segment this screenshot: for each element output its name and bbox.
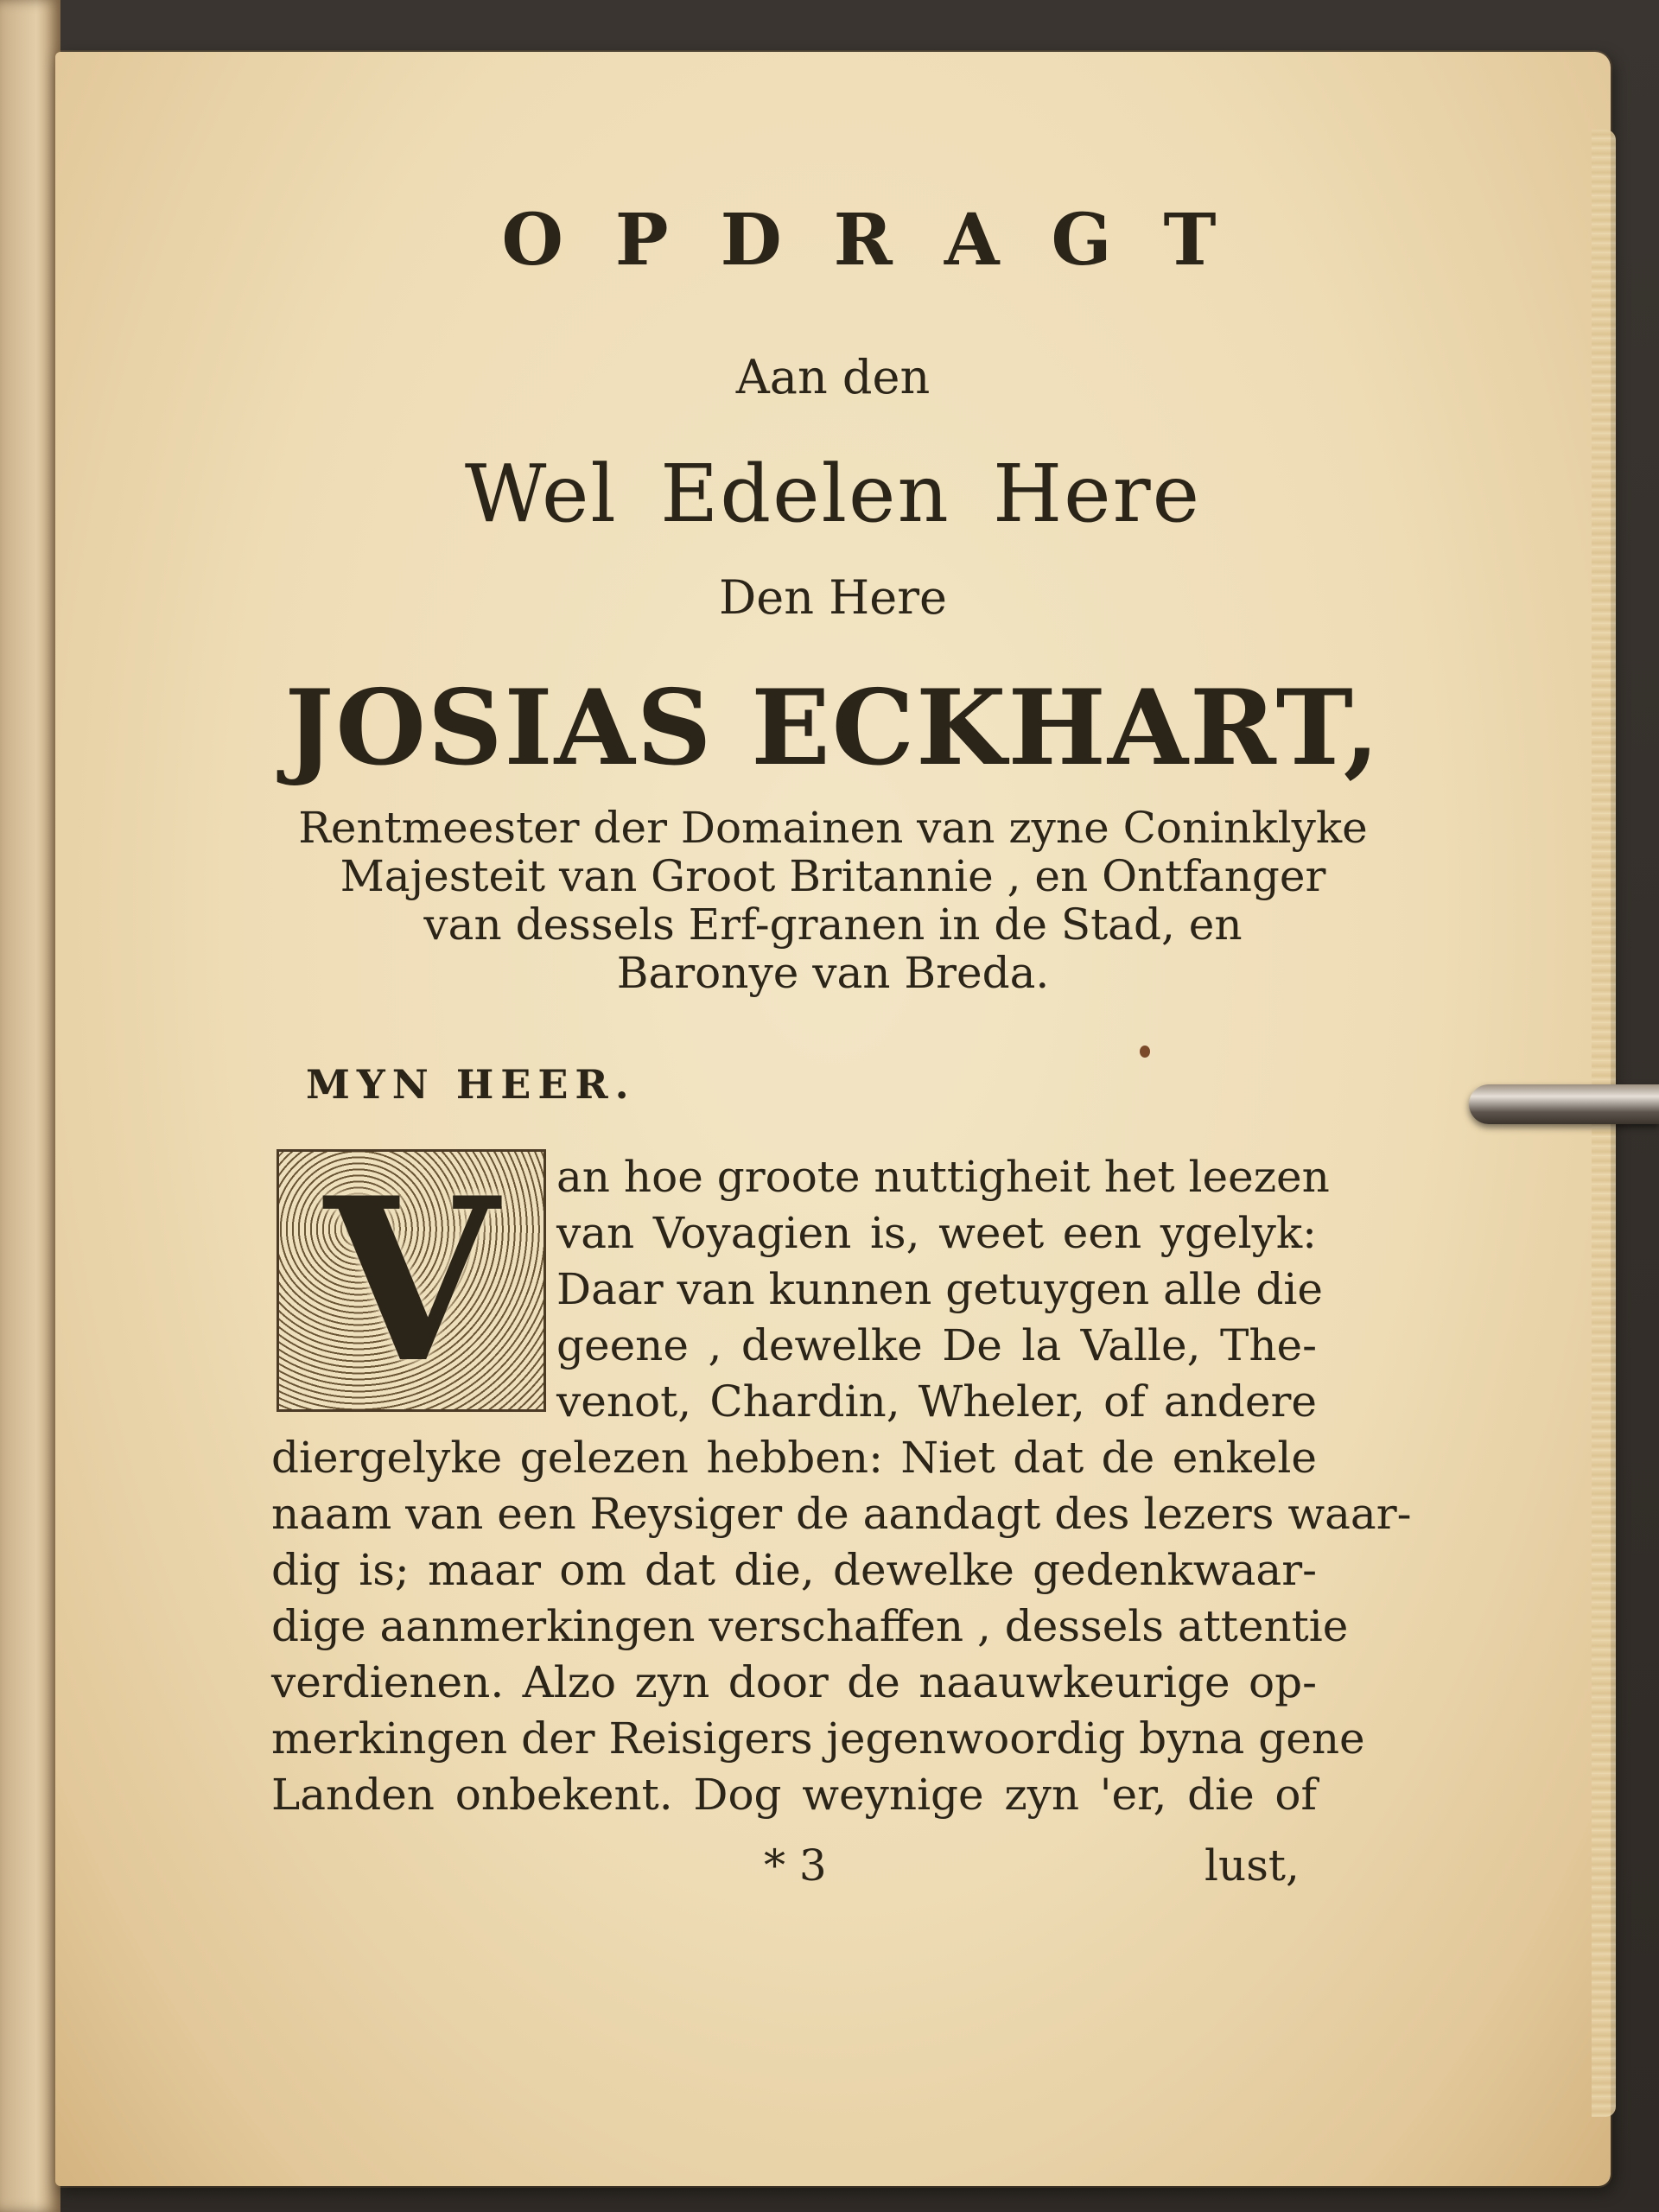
facing-page-edge (0, 0, 60, 2212)
body-line: venot, Chardin, Wheler, of andere (556, 1376, 1317, 1427)
body-line: dige aanmerkingen verschaffen , dessels attentie (271, 1601, 1349, 1651)
initial-letter: V (324, 1148, 499, 1413)
body-line: naam van een Reysiger de aandagt des lezers waar- (271, 1489, 1412, 1539)
body-line: Landen onbekent. Dog weynige zyn 'er, die of (271, 1770, 1317, 1820)
addressed-to: Aan den (735, 350, 931, 404)
ink-stain (1140, 1046, 1150, 1058)
pen-tip (1469, 1084, 1659, 1124)
dedicatee-office (55, 804, 1611, 997)
body-line: geene , dewelke De la Valle, The- (556, 1320, 1317, 1370)
dedicatee-name: JOSIAS ECKHART, (284, 667, 1382, 789)
body-line: verdienen. Alzo zyn door de naauwkeurige op- (271, 1657, 1317, 1707)
body-line: diergelyke gelezen hebben: Niet dat de enkele (271, 1433, 1317, 1483)
office-line: van dessels Erf-granen in de Stad, en (423, 899, 1243, 950)
body-line: van Voyagien is, weet een ygelyk: (556, 1208, 1317, 1258)
body-line: merkingen der Reisigers jegenwoordig byna gene (271, 1713, 1365, 1764)
page-title: OPDRAGT (501, 199, 1268, 282)
body-line: an hoe groote nuttigheit het leezen (556, 1152, 1330, 1202)
office-line: Majesteit van Groot Britannie , en Ontfanger (340, 851, 1326, 901)
body-paragraph (271, 1149, 1412, 1823)
salutation: MYN HEER. (306, 1061, 636, 1108)
den-here-line: Den Here (718, 570, 947, 625)
book-page (55, 52, 1611, 2186)
office-line: Baronye van Breda. (616, 948, 1050, 998)
signature-mark: * 3 (764, 1840, 827, 1891)
body-line: dig is; maar om dat die, dewelke gedenkwaar- (271, 1545, 1317, 1595)
catchword: lust, (1205, 1840, 1300, 1891)
honorific-heading: Wel Edelen Here (464, 448, 1202, 540)
body-line: Daar van kunnen getuygen alle die (556, 1264, 1323, 1314)
office-line: Rentmeester der Domainen van zyne Coninklyke (298, 803, 1368, 853)
page-content (55, 52, 1611, 2186)
